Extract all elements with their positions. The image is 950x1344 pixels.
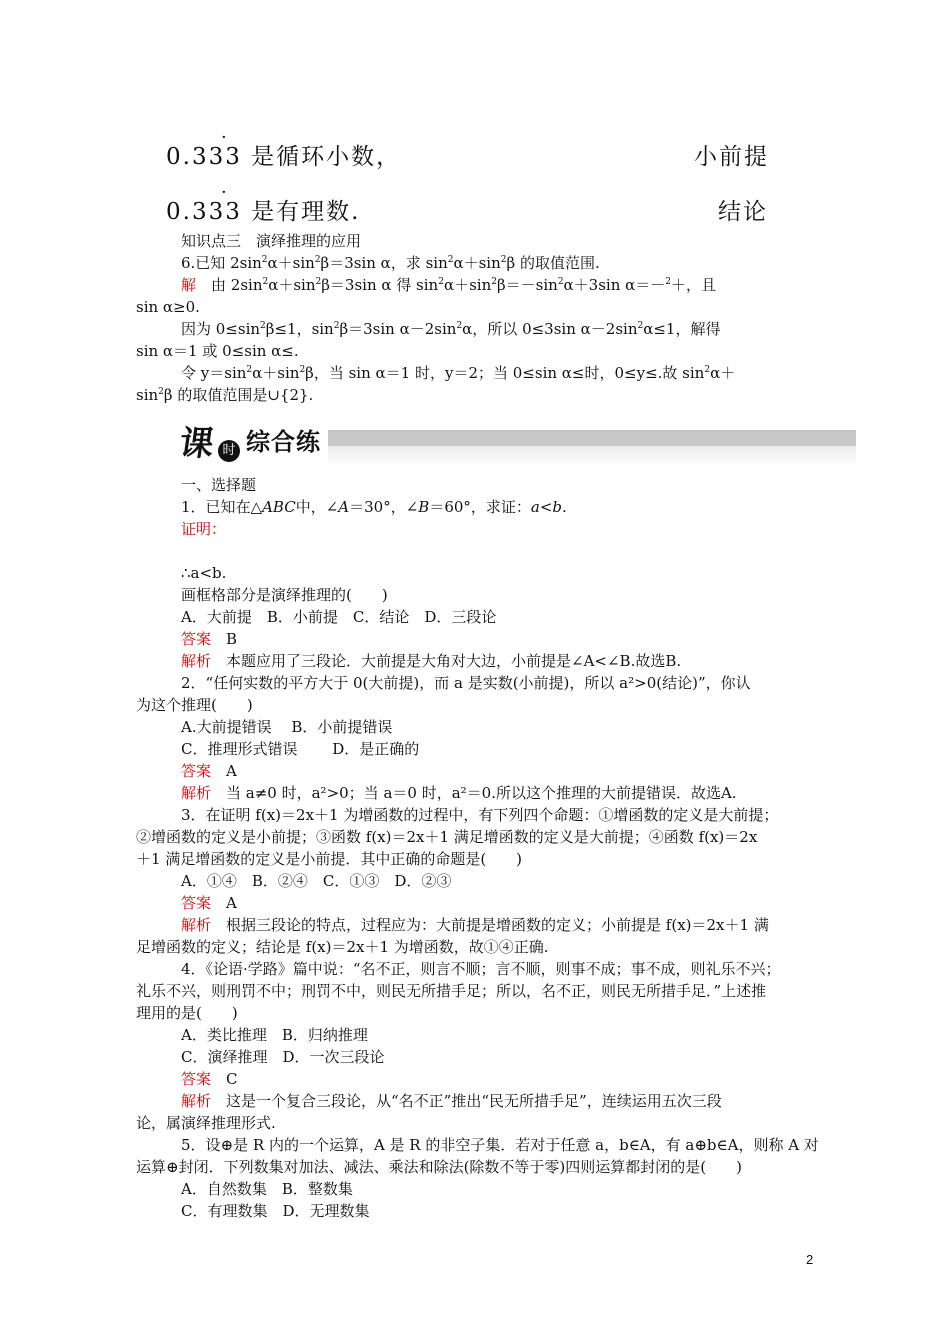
q3-options: A．①④ B．②④ C．①③ D．②③ [181,872,452,890]
q1-answer: 答案 B [181,630,238,648]
q4-stem-line1: 4．《论语·学路》篇中说：“名不正，则言不顺；言不顺，则事不成；事不成，则礼乐不兴； [181,960,781,978]
q4-stem-line3: 理用的是( ) [136,1004,238,1022]
repeat-dot: · [221,182,227,203]
q4-explanation-line1: 解析 这是一个复合三段论，从“名不正”推出“民无所措手足”，连续运用五次三段 [181,1092,722,1110]
q1-prompt: 画框格部分是演绎推理的( ) [181,586,388,604]
row1-left: 0.333 是循环小数， [166,144,402,170]
q2-stem-line1: 2．“任何实数的平方大于 0(大前提)，而 a 是实数(小前提)，所以 a²>0(结论)”，你认 [181,674,751,692]
q5-options-2: C．有理数集 D．无理数集 [181,1202,370,1220]
solution-label: 解 [181,276,197,294]
section-heading: 一、选择题 [181,476,257,494]
q3-stem-line2: ②增函数的定义是小前提；③函数 f(x)＝2x＋1 满足增函数的定义是大前提；④函数 f(x)＝2x [136,828,758,846]
q2-stem-line2: 为这个推理( ) [136,696,253,714]
q3-answer: 答案 A [181,894,237,912]
q1-options: A．大前提 B．小前提 C．结论 D．三段论 [181,608,497,626]
q2-options-1: A.大前提错误 B．小前提错误 [181,718,393,736]
repeat-dot: · [221,127,227,148]
q1-therefore: ∴a<b. [181,564,227,582]
banner-ke: 课 [176,424,217,464]
q4-options-1: A．类比推理 B．归纳推理 [181,1026,368,1044]
q4-answer: 答案 C [181,1070,238,1088]
q4-stem-line2: 礼乐不兴，则刑罚不中；刑罚不中，则民无所措手足；所以，名不正，则民无所措手足．”上述推 [136,982,767,1000]
q6-solution-line3: 因为 $0\le\sin^2\beta\le 1$，$\sin^2\beta=3\sin$ $\alpha-2\sin^2\alpha$，所以 0≤3sin $\alpha-2\sin^2\alpha\le 1$，解得 [181,320,721,338]
banner-shi-badge: 时 [218,440,240,462]
q1-explanation: 解析 本题应用了三段论．大前提是大角对大边，小前提是∠A<∠B.故选B. [181,652,682,670]
section-banner [176,412,856,468]
banner-bar [328,430,856,446]
q3-explanation-line1: 解析 根据三段论的特点，过程应为：大前提是增函数的定义；小前提是 f(x)＝2x＋1 满 [181,916,769,934]
page-number: 2 [806,1252,814,1267]
q5-stem-line1: 5．设⊕是 R 内的一个运算，A 是 R 的非空子集．若对于任意 a，b∈A，有 a⊕b∈A，则称 A 对 [181,1136,819,1154]
q1-stem: 1．已知在△ABC中，∠A＝30°，∠B＝60°，求证：a<b. [181,498,567,516]
q5-options-1: A．自然数集 B．整数集 [181,1180,353,1198]
q6-solution-line5: 令 $y=\sin^2\alpha+\sin^2\beta$，当 sin α＝1 时，y＝2；当 0≤sin α≤时，0≤y≤.故 $\sin^2\alpha+$ [181,364,736,382]
q6-solution-line2: sin α≥0. [136,298,200,316]
row2-right: 结论 [718,199,768,225]
q4-options-2: C．演绎推理 D．一次三段论 [181,1048,385,1066]
banner-title: 综合练 [246,428,321,456]
q6-stem: 6.已知 $2\sin^2\alpha+\sin^2\beta=3\sin$ α，求 $\sin^2\alpha+\sin^2\beta$ 的取值范围. [181,254,600,272]
q3-explanation-line2: 足增函数的定义；结论是 f(x)＝2x＋1 为增函数，故①④正确. [136,938,549,956]
q6-solution-line1: 解 由 $2\sin^2\alpha+\sin^2\beta=3\sin$ α 得 $\sin^2\alpha+\sin^2\beta=-\sin^2\alpha+3\sin$ α＝－$^2$＋，且 [181,276,717,294]
q6-solution-line4: sin α＝1 或 0≤sin α≤. [136,342,299,360]
row2-left: 0.333 是有理数. [166,199,361,225]
q3-stem-line1: 3．在证明 f(x)＝2x＋1 为增函数的过程中，有下列四个命题：①增函数的定义是大前提； [181,806,779,824]
kp3-heading: 知识点三 演绎推理的应用 [181,232,362,250]
banner-shade [328,446,856,468]
q2-options-2: C．推理形式错误 D．是正确的 [181,740,420,758]
q6-solution-line6: $\sin^2\beta$ 的取值范围是∪{2}. [136,386,314,404]
q2-explanation: 解析 当 a≠0 时，a²>0；当 a＝0 时，a²＝0.所以这个推理的大前提错误．故选A. [181,784,737,802]
q1-proof-label: 证明： [181,520,227,538]
q5-stem-line2: 运算⊕封闭．下列数集对加法、减法、乘法和除法(除数不等于零)四则运算都封闭的是( ) [136,1158,742,1176]
row1-right: 小前提 [694,144,769,170]
q3-stem-line3: ＋1 满足增函数的定义是小前提．其中正确的命题是( ) [136,850,523,868]
q2-answer: 答案 A [181,762,237,780]
q4-explanation-line2: 论，属演绎推理形式. [136,1114,276,1132]
